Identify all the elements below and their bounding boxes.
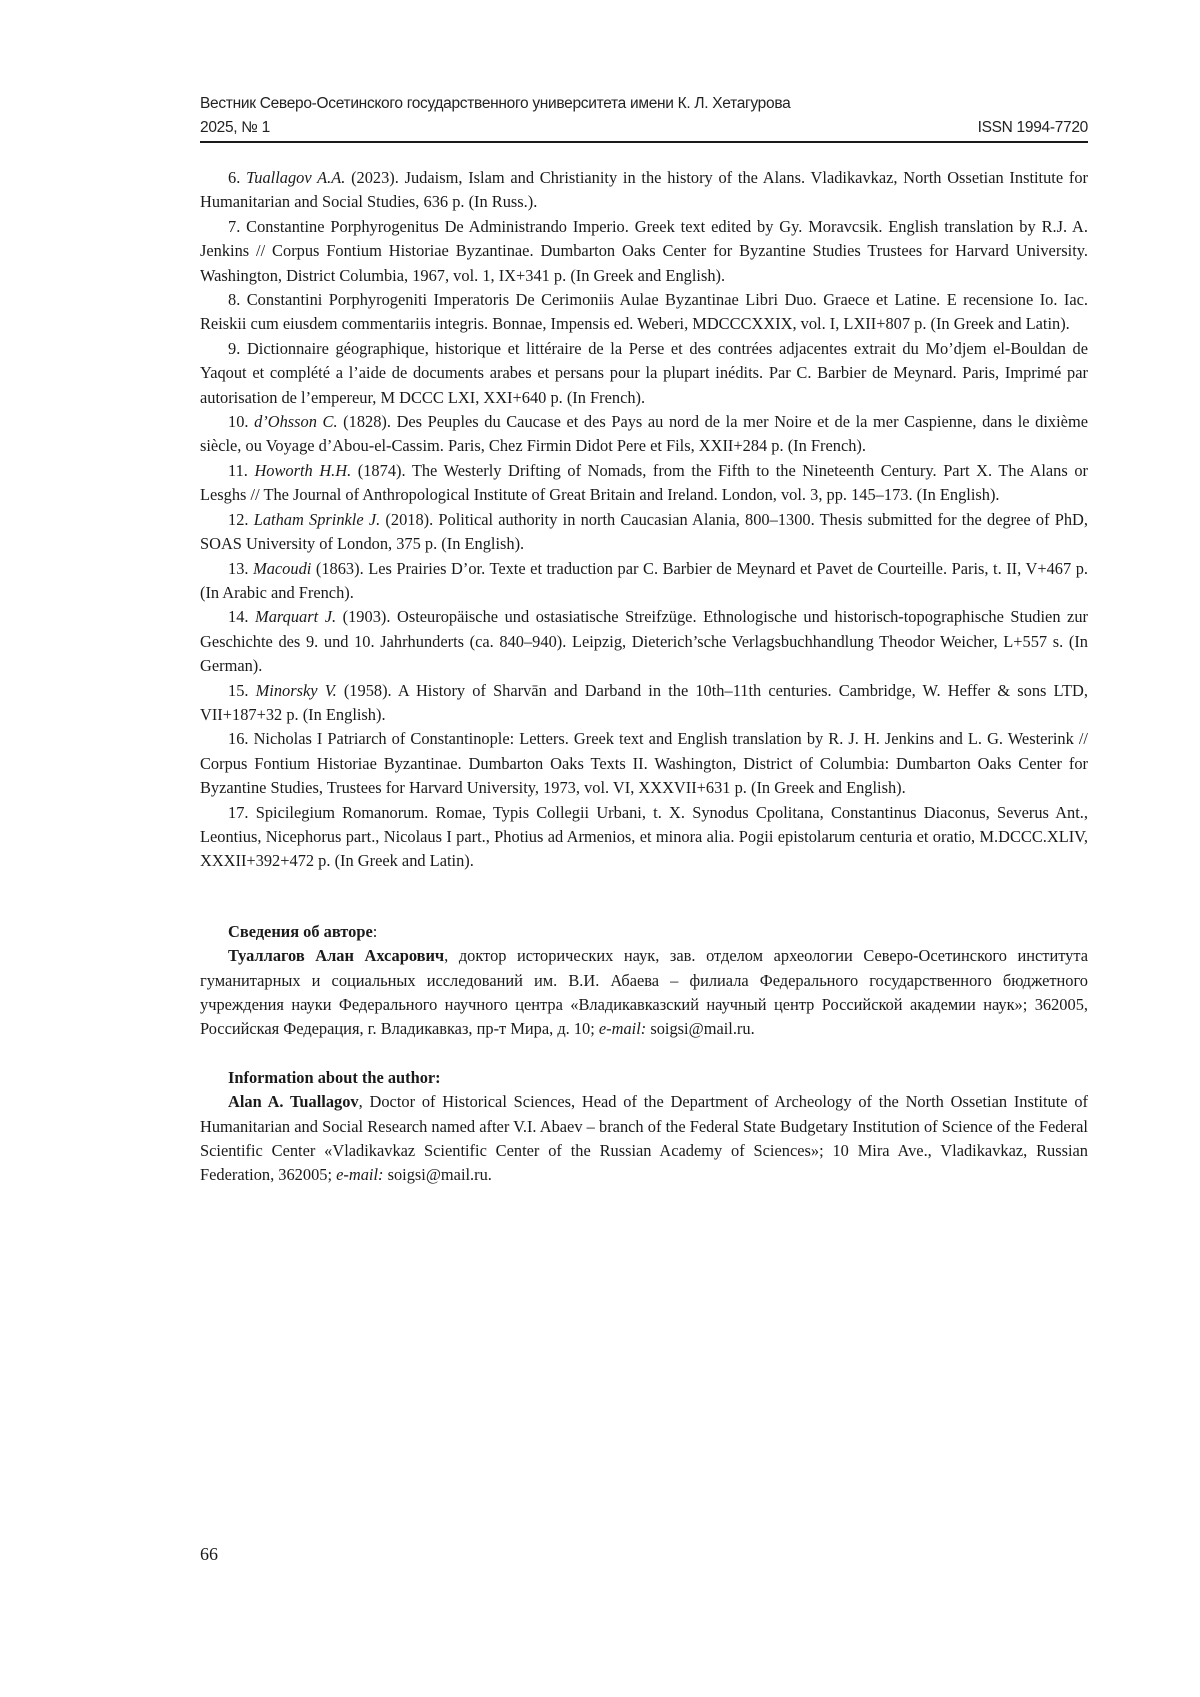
reference-item: 14. Marquart J. (1903). Osteuropäische und ostasiatische Streifzüge. Ethnologische und historisch-topographische Studien zur Geschichte des 9. und 10. Jahrhunderts (ca. 840–940). Leipzig, Dieterich’sche Verlagsbuchhandlung Theodor Weicher, L+557 s. (In German).: [200, 607, 1088, 676]
reference-item: 8. Constantini Porphyrogeniti Imperatoris De Cerimoniis Aulae Byzantinae Libri Duo. Graece et Latine. E recensione Io. Iac. Reiskii cum eiusdem commentariis integris. Bonnae, Impensis ed. Weberi, MDCCCXXIX, vol. I, LXII+807 p. (In Greek and Latin).: [200, 290, 1088, 334]
reference-item: 15. Minorsky V. (1958). A History of Sharvān and Darband in the 10th–11th centuries. Cambridge, W. Heffer & sons LTD, VII+187+32 p. (In English).: [200, 680, 1088, 724]
running-header: [200, 92, 1088, 140]
author-info-body: Alan A. Tuallagov, Doctor of Historical Sciences, Head of the Department of Archeology of the North Ossetian Institute of Humanitarian and Social Research named after V.I. Abaev – branch of the Federal State Budgetary Institution of Science of the Federal Scientific Center «Vladikavkaz Scientific Center of the Russian Academy of Sciences»; 10 Mira Ave., Vladikavkaz, Russian Federation, 362005; e-mail: soigsi@mail.ru.: [200, 1092, 1089, 1185]
reference-list: [200, 166, 1088, 874]
reference-author: Minorsky V.: [255, 680, 337, 700]
author-info-en: [200, 1066, 1088, 1188]
reference-author: d’Ohsson C.: [254, 412, 338, 432]
reference-item: 17. Spicilegium Romanorum. Romae, Typis Collegii Urbani, t. X. Synodus Cpolitana, Constantinus Diaconus, Severus Ant., Leontius, Nicephorus part., Nicolaus I part., Photius ad Armenios, et minora alia. Pogii epistolarum centuria et oratio, M.DCCC.XLIV, XXXII+392+472 p. (In Greek and Latin).: [200, 802, 1088, 871]
header-issue-row: [200, 116, 1088, 140]
reference-author: Tuallagov A.A.: [246, 168, 346, 187]
page-number: 66: [200, 1544, 218, 1564]
page-content: [200, 166, 1088, 1188]
reference-item: 11. Howorth H.H. (1874). The Westerly Drifting of Nomads, from the Fifth to the Nineteenth Century. Part X. The Alans or Lesghs // The Journal of Anthropological Institute of Great Britain and Ireland. London, vol. 3, pp. 145–173. (In English).: [200, 460, 1088, 505]
reference-item: 13. Macoudi (1863). Les Prairies D’or. Texte et traduction par C. Barbier de Meynard et Pavet de Courteille. Paris, t. II, V+467 p. (In Arabic and French).: [200, 558, 1088, 602]
author-info-ru: [200, 920, 1088, 1042]
author-name: Туаллагов Алан Ахсарович: [228, 946, 445, 966]
journal-title: Вестник Северо-Осетинского государственного университета имени К. Л. Хетагурова: [200, 95, 791, 112]
author-info-heading: Сведения об авторе:: [228, 921, 378, 941]
issue-number: 2025, № 1: [200, 119, 270, 136]
author-name: Alan A. Tuallagov: [228, 1092, 359, 1112]
reference-author: Howorth H.H.: [254, 460, 352, 480]
header-rule: [200, 141, 1088, 143]
author-email: soigsi@mail.ru.: [646, 1019, 755, 1039]
author-info-body: Туаллагов Алан Ахсарович, доктор исторических наук, зав. отделом археологии Северо-Осетинского института гуманитарных и социальных исследований им. В.И. Абаева – филиала Федерального государственного бюджетного учреждения науки Федерального научного центра «Владикавказский научный центр Российской академии наук»; 362005, Российская Федерация, г. Владикавказ, пр-т Мира, д. 10; e-mail: soigsi@mail.ru.: [200, 946, 1088, 1039]
author-info-heading: Information about the author:: [228, 1067, 441, 1087]
reference-item: 9. Dictionnaire géographique, historique et littéraire de la Perse et des contrées adjacentes extrait du Mo’djem el-Bouldan de Yaqout et complété a l’aide de documents arabes et persans pour la plupart inédits. Par C. Barbier de Meynard. Paris, Imprimé par autorisation de l’empereur, M DCCC LXI, XXI+640 p. (In French).: [200, 338, 1088, 407]
reference-item: 7. Constantine Porphyrogenitus De Administrando Imperio. Greek text edited by Gy. Moravcsik. English translation by R.J. A. Jenkins // Corpus Fontium Historiae Byzantinae. Dumbarton Oaks Center for Byzantine Studies Trustees for Harvard University. Washington, District Columbia, 1967, vol. 1, IX+341 p. (In Greek and English).: [200, 216, 1088, 285]
reference-item: 10. d’Ohsson C. (1828). Des Peuples du Caucase et des Pays au nord de la mer Noire et de la mer Caspienne, dans le dixième siècle, ou Voyage d’Abou-el-Cassim. Paris, Chez Firmin Didot Pere et Fils, XXII+284 p. (In French).: [200, 412, 1088, 456]
reference-author: Macoudi: [253, 558, 312, 578]
reference-author: Latham Sprinkle J.: [253, 509, 381, 529]
reference-item: 6. Tuallagov A.A. (2023). Judaism, Islam and Christianity in the history of the Alans. Vladikavkaz, North Ossetian Institute for Humanitarian and Social Studies, 636 p. (In Russ.).: [200, 168, 1089, 212]
author-email: soigsi@mail.ru.: [383, 1165, 492, 1185]
reference-item: 12. Latham Sprinkle J. (2018). Political authority in north Caucasian Alania, 800–1300. Thesis submitted for the degree of PhD, SOAS University of London, 375 p. (In English).: [200, 509, 1088, 554]
reference-item: 16. Nicholas I Patriarch of Constantinople: Letters. Greek text and English translation by R. J. H. Jenkins and L. G. Westerink // Corpus Fontium Historiae Byzantinae. Dumbarton Oaks Texts II. Washington, District of Columbia: Dumbarton Oaks Center for Byzantine Studies, Trustees for Harvard University, 1973, vol. VI, XXXVII+631 p. (In Greek and English).: [200, 729, 1088, 798]
issn: ISSN 1994-7720: [977, 119, 1088, 136]
reference-author: Marquart J.: [255, 607, 337, 627]
